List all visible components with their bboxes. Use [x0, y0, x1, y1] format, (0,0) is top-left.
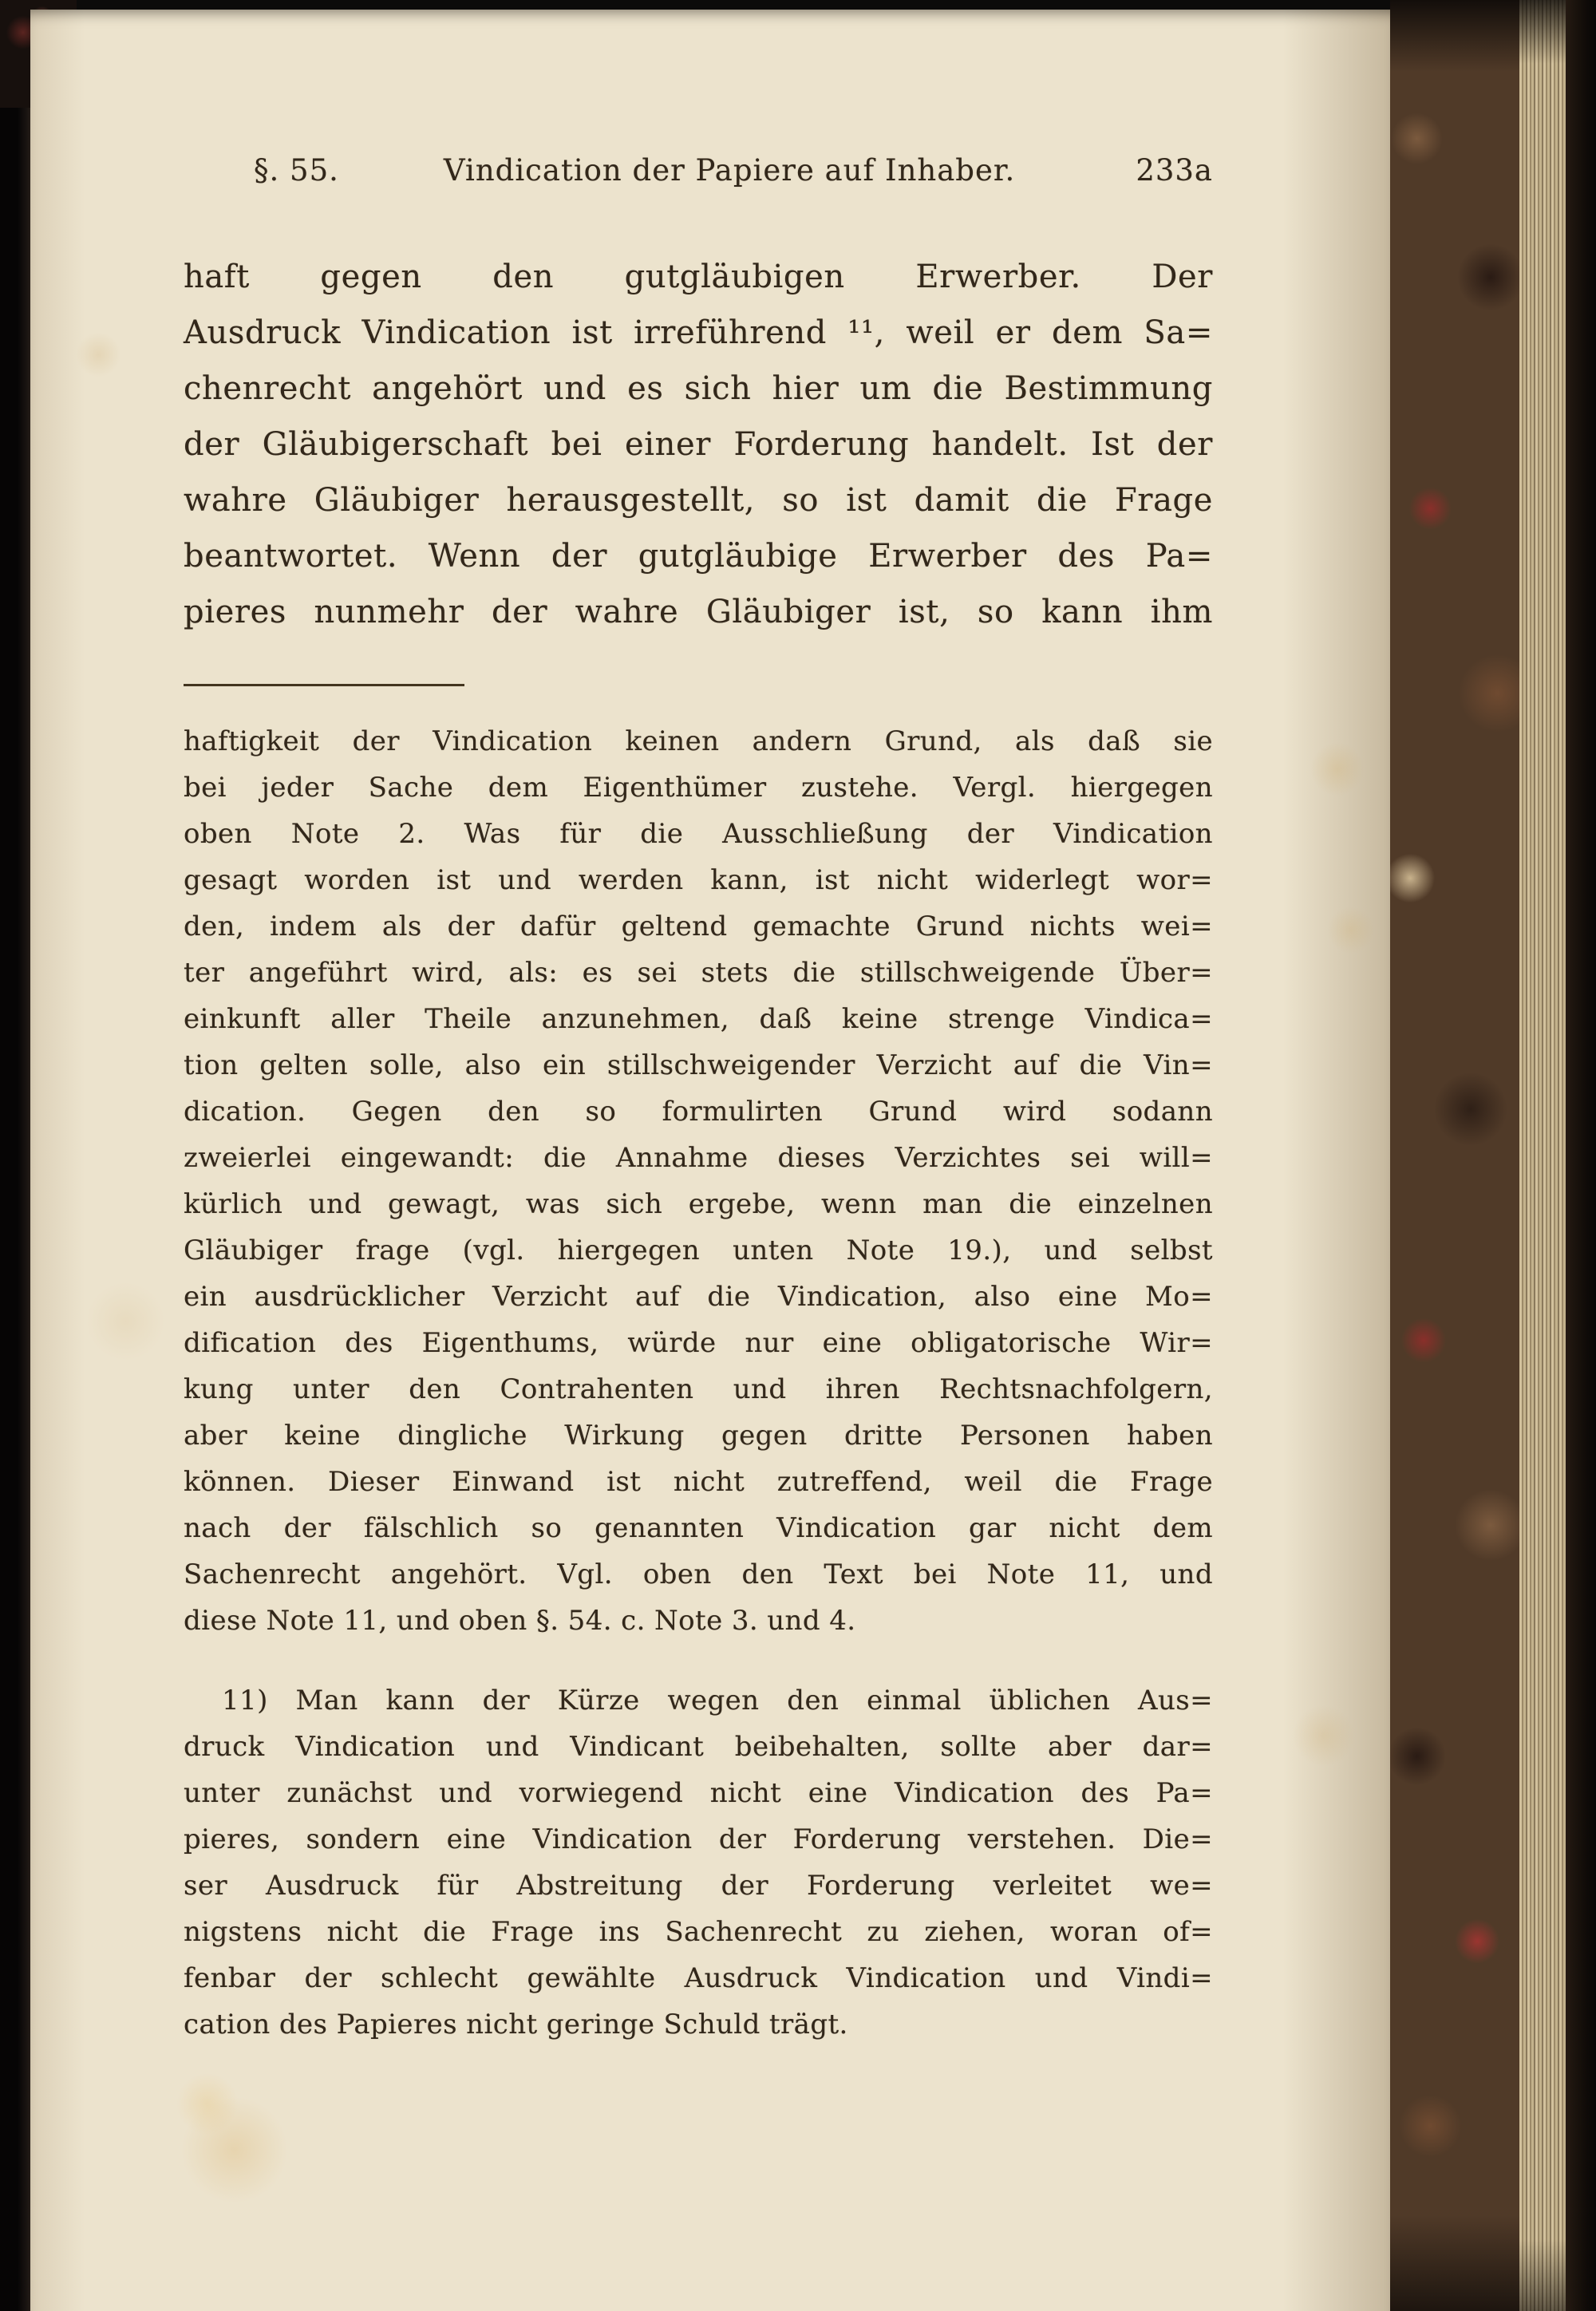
footnote-line: ter angeführt wird, als: es sei stets die stillschweigende Über= — [184, 957, 1213, 989]
footnote-line: cation des Papieres nicht geringe Schuld trägt. — [184, 2009, 848, 2040]
footnote-line: pieres, sondern eine Vindication der Forderung verstehen. Die= — [184, 1823, 1213, 1855]
footnote-line: 11) Man kann der Kürze wegen den einmal üblichen Aus= — [222, 1685, 1213, 1716]
footnote-line: ser Ausdruck für Abstreitung der Forderung verleitet we= — [184, 1870, 1213, 1902]
footnote-line: tion gelten solle, also ein stillschweigender Verzicht auf die Vin= — [184, 1049, 1213, 1081]
footnote-line: druck Vindication und Vindicant beibehalten, sollte aber dar= — [184, 1731, 1213, 1763]
footnote-11-block — [184, 1677, 1213, 2048]
main-text-line: beantwortet. Wenn der gutgläubige Erwerber des Pa= — [184, 538, 1213, 575]
footnote-line: Sachenrecht angehört. Vgl. oben den Text bei Note 11, und — [184, 1558, 1213, 1590]
footnote-line: dification des Eigenthums, würde nur eine obligatorische Wir= — [184, 1327, 1213, 1359]
footnote-line: diese Note 11, und oben §. 54. c. Note 3. und 4. — [184, 1605, 856, 1637]
main-text-line: pieres nunmehr der wahre Gläubiger ist, so kann ihm — [184, 594, 1213, 630]
footnote-line: unter zunächst und vorwiegend nicht eine Vindication des Pa= — [184, 1777, 1213, 1809]
footnote-line: fenbar der schlecht gewählte Ausdruck Vindication und Vindi= — [184, 1962, 1213, 1994]
section-mark: §. 55. — [254, 153, 339, 188]
main-text-block — [184, 249, 1213, 640]
footnote-line: zweierlei eingewandt: die Annahme dieses Verzichtes sei will= — [184, 1142, 1213, 1174]
main-text-line: der Gläubigerschaft bei einer Forderung handelt. Ist der — [184, 426, 1213, 463]
footnote-line: dication. Gegen den so formulirten Grund wird sodann — [184, 1096, 1213, 1128]
footnote-line: nach der fälschlich so genannten Vindication gar nicht dem — [184, 1512, 1213, 1544]
footnote-separator-rule — [184, 684, 464, 686]
book-cover-left-edge — [0, 0, 32, 2311]
main-text-line: chenrecht angehört und es sich hier um die Bestimmung — [184, 370, 1213, 407]
main-text-line: wahre Gläubiger herausgestellt, so ist damit die Frage — [184, 482, 1213, 519]
footnote-line: den, indem als der dafür geltend gemachte Grund nichts wei= — [184, 911, 1213, 942]
book-cover-right-edge — [1566, 0, 1596, 2311]
footnote-line: kürlich und gewagt, was sich ergebe, wenn man die einzelnen — [184, 1188, 1213, 1220]
footnote-line: können. Dieser Einwand ist nicht zutreffend, weil die Frage — [184, 1466, 1213, 1498]
footnote-line: gesagt worden ist und werden kann, ist nicht widerlegt wor= — [184, 864, 1213, 896]
page-header — [184, 153, 1213, 188]
footnote-line: nigstens nicht die Frage ins Sachenrecht zu ziehen, woran of= — [184, 1916, 1213, 1948]
footnote-line: Gläubiger frage (vgl. hiergegen unten Note 19.), und selbst — [184, 1235, 1213, 1266]
footnote-line: bei jeder Sache dem Eigenthümer zustehe. Vergl. hiergegen — [184, 772, 1213, 804]
marbled-endpaper-edge — [1390, 0, 1524, 2311]
footnote-line: oben Note 2. Was für die Ausschließung der Vindication — [184, 818, 1213, 850]
book-page — [30, 10, 1392, 2311]
main-text-line: Ausdruck Vindication ist irreführend ¹¹, weil er dem Sa= — [184, 314, 1213, 351]
footnote-line: haftigkeit der Vindication keinen andern Grund, als daß sie — [184, 725, 1213, 757]
footnote-line: ein ausdrücklicher Verzicht auf die Vindication, also eine Mo= — [184, 1281, 1213, 1313]
footnote-line: kung unter den Contrahenten und ihren Rechtsnachfolgern, — [184, 1373, 1213, 1405]
main-text-line: haft gegen den gutgläubigen Erwerber. Der — [184, 259, 1213, 295]
footnote-line: aber keine dingliche Wirkung gegen dritte Personen haben — [184, 1420, 1213, 1452]
page-fore-edge-stack — [1519, 0, 1569, 2311]
page-number: 233a — [1136, 153, 1213, 188]
footnote-line: einkunft aller Theile anzunehmen, daß keine strenge Vindica= — [184, 1003, 1213, 1035]
footnote-continuation-block — [184, 718, 1213, 1644]
running-title: Vindication der Papiere auf Inhaber. — [443, 153, 1016, 188]
